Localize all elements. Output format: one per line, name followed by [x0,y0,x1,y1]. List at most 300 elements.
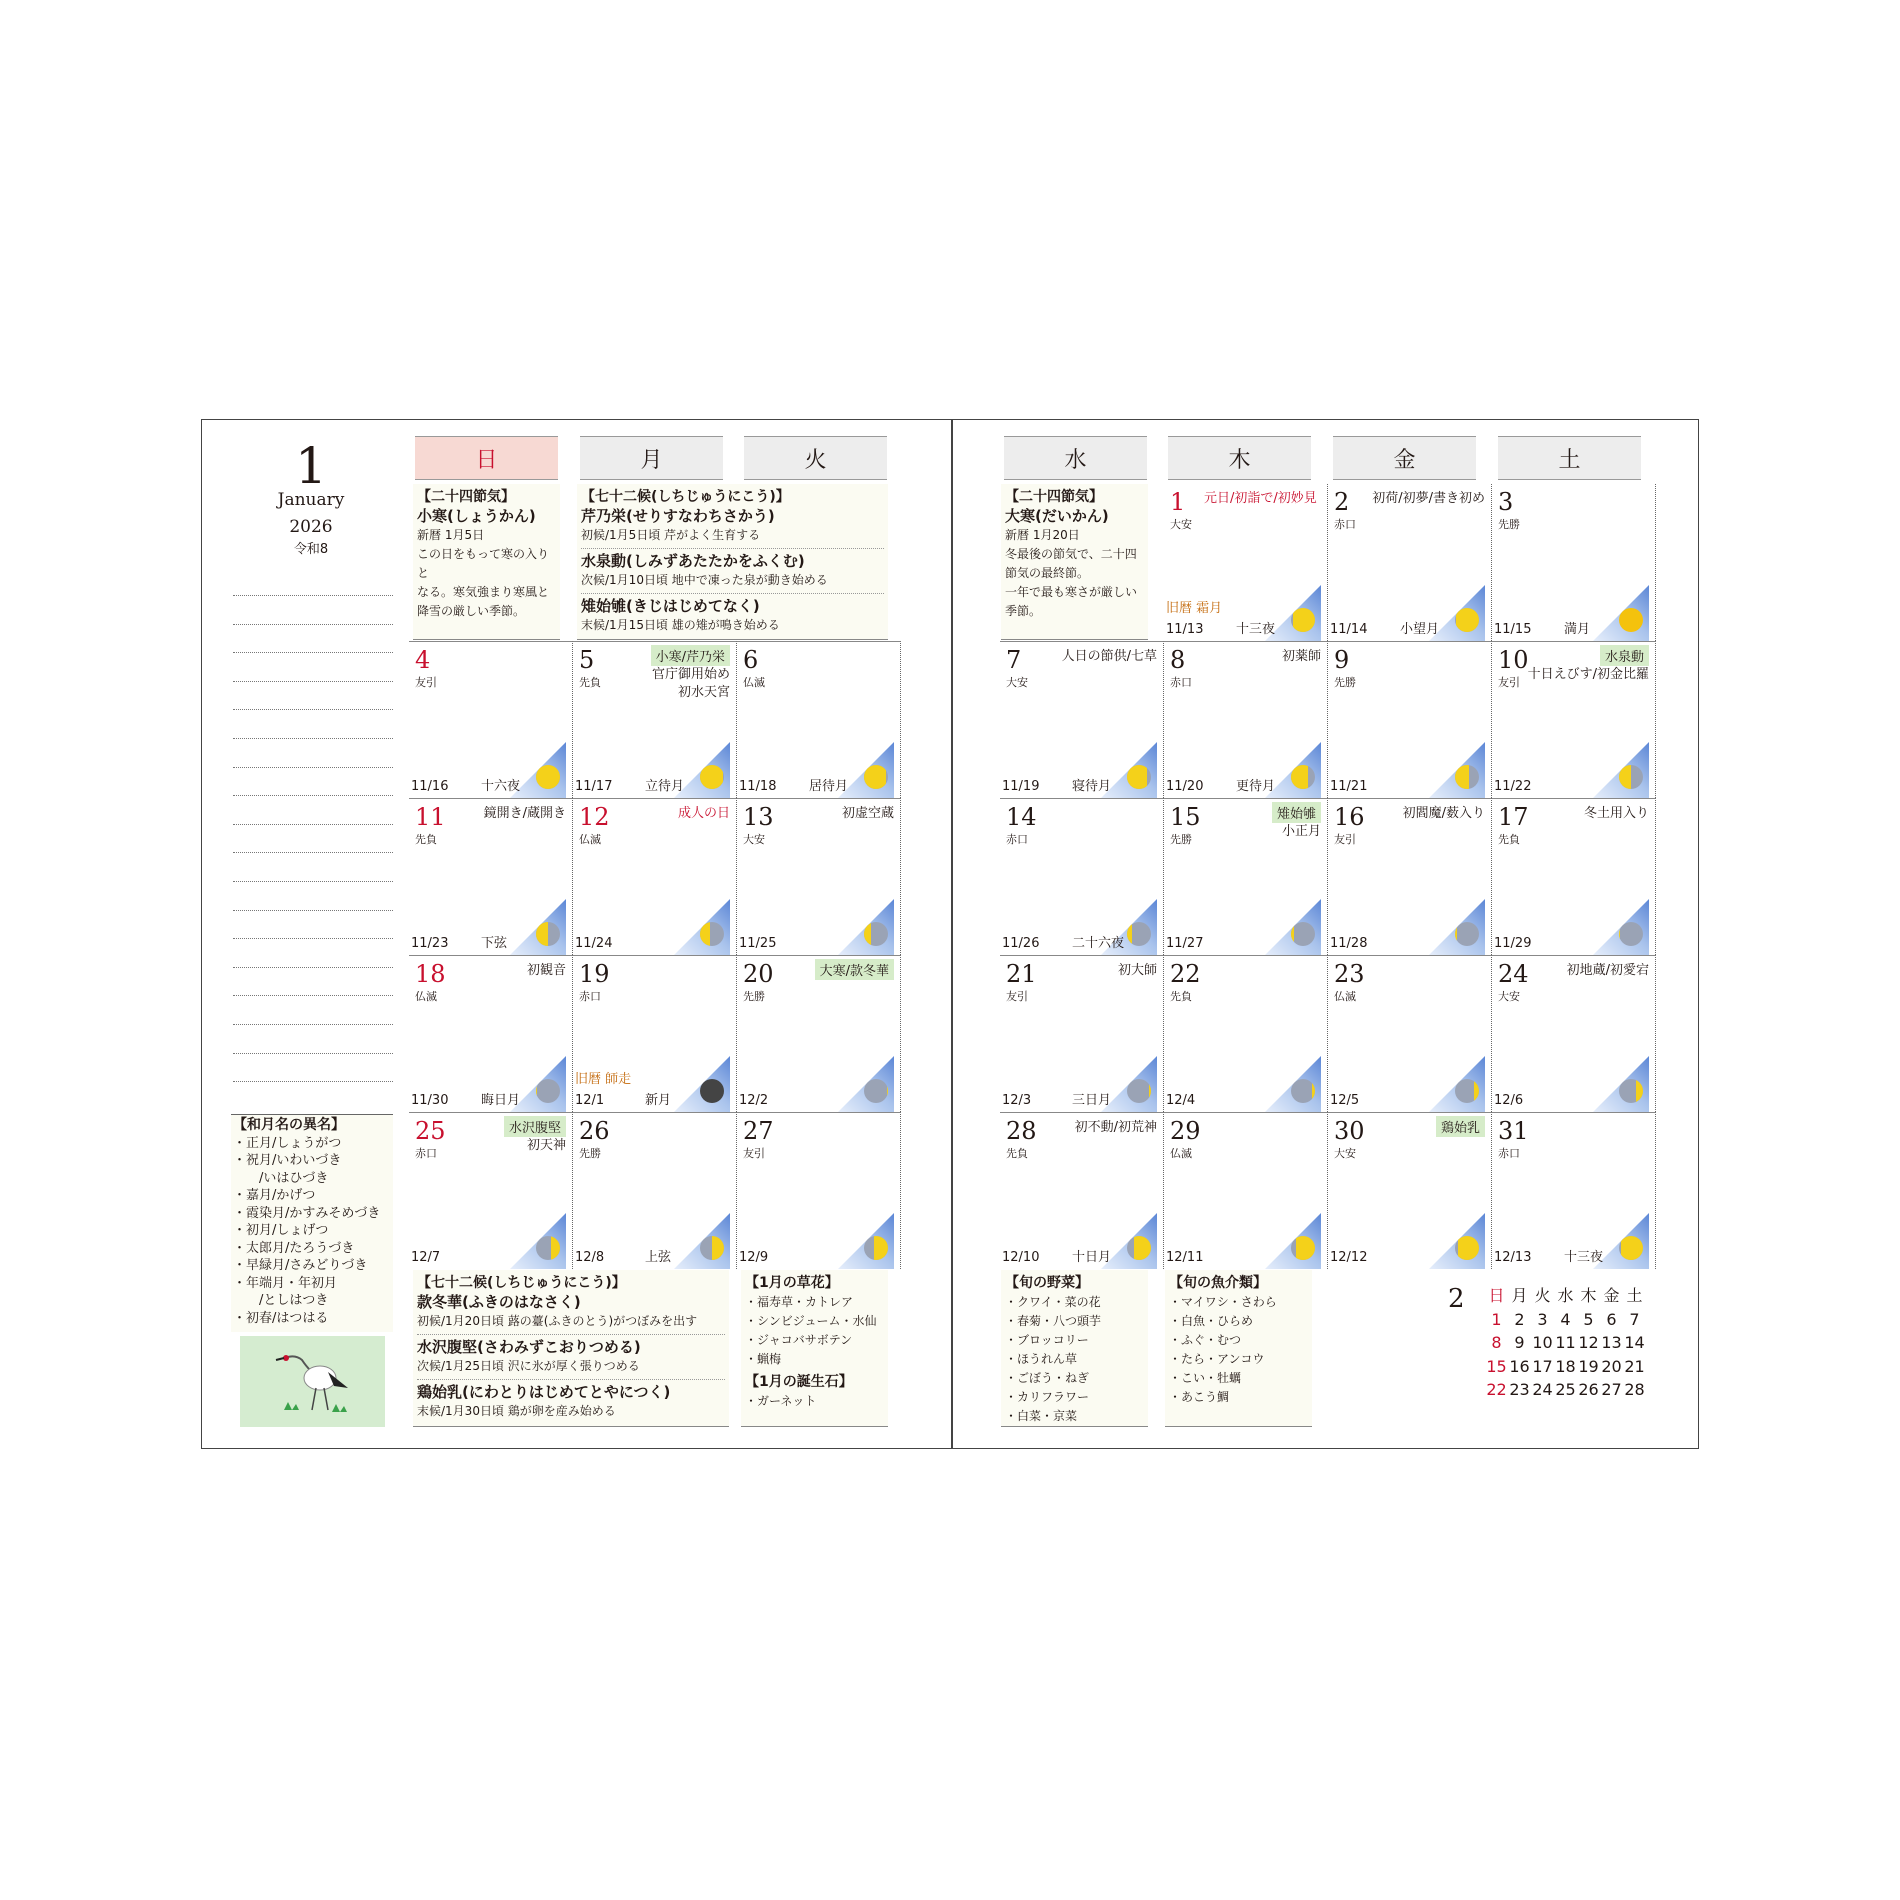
mini-day[interactable]: 20 [1601,1356,1622,1376]
moon-name: 更待月 [1236,779,1276,794]
moon-phase-icon [536,1236,560,1260]
lunar-date: 12/2 [739,1093,769,1108]
moon-lit-portion [1296,1236,1315,1260]
birthstone-item: ・ガーネット [745,1394,817,1408]
moon-name: 立待月 [645,779,685,794]
rokuyo: 大安 [1334,1147,1356,1160]
mini-day[interactable]: 8 [1491,1333,1502,1352]
moon-lit-portion [1312,1079,1315,1103]
day-cell-16[interactable] [1328,798,1492,955]
flowers-heading: 【1月の草花】 [745,1275,839,1291]
lunar-date: 11/15 [1494,622,1532,637]
day-cell-28[interactable] [1000,1112,1164,1269]
day-number: 5 [579,646,595,674]
lunar-date: 12/12 [1330,1250,1368,1265]
mini-day[interactable]: 6 [1606,1309,1617,1329]
moon-phase-icon [864,1236,888,1260]
moon-phase-icon [536,765,560,789]
mini-day[interactable]: 22 [1486,1380,1507,1399]
flower-item: ・シンビジューム・水仙 [745,1314,877,1328]
mini-day[interactable]: 12 [1578,1333,1599,1352]
weekday-header-4: 木 [1168,436,1311,480]
rokuyo: 先負 [1498,833,1520,846]
mini-day[interactable]: 15 [1486,1356,1507,1376]
kou-desc: 初候/1月5日頃 芹がよく生育する [581,528,761,542]
memo-line[interactable] [233,652,393,653]
lunar-date: 12/13 [1494,1250,1532,1265]
day-cell-7[interactable] [1000,641,1164,798]
moon-phase-icon [700,765,724,789]
day-number: 3 [1498,488,1514,516]
rokuyo: 友引 [415,676,437,689]
mini-day[interactable]: 21 [1624,1356,1645,1376]
moon-phase-icon [1127,765,1151,789]
moon-name: 小望月 [1400,622,1440,637]
vegetables-box [1001,1270,1148,1427]
memo-line[interactable] [233,824,393,825]
kou-badge: 水泉動 [1600,645,1649,666]
moon-phase-icon [1127,922,1151,946]
moon-lit-portion [1291,765,1308,789]
mini-day[interactable]: 14 [1624,1333,1645,1352]
rokuyo: 赤口 [579,990,601,1003]
lunar-date: 11/29 [1494,936,1532,951]
memo-line[interactable] [233,1024,393,1025]
day-cell-30[interactable] [1328,1112,1492,1269]
alt-name-item: /いはひづき [233,1170,329,1186]
mini-header-row [1485,1284,1646,1308]
day-cell-18[interactable] [409,955,573,1112]
rokuyo: 友引 [743,1147,765,1160]
alt-name-item: ・太郎月/たろうづき [233,1240,355,1256]
flower-item: ・ジャコバサボテン [745,1333,853,1347]
day-cell-19[interactable] [573,955,737,1112]
alt-name-item: ・正月/しょうがつ [233,1135,342,1151]
day-cell-17[interactable] [1492,798,1656,955]
day-event: 初閻魔/薮入り [1402,806,1485,821]
day-number: 12 [579,803,610,831]
rokuyo: 先負 [1170,990,1192,1003]
next-month-number: 2 [1448,1284,1465,1314]
rokuyo: 先勝 [1334,676,1356,689]
kou-title: 水泉動(しみずあたたかをふくむ) [581,552,805,570]
kou-desc: 次候/1月25日頃 沢に氷が厚く張りつめる [417,1359,640,1373]
lunar-date: 11/28 [1330,936,1368,951]
lunar-date: 11/20 [1166,779,1204,794]
kou-badge: 水沢腹堅 [504,1116,566,1137]
mini-day[interactable]: 1 [1491,1309,1502,1329]
moon-name: 二十六夜 [1072,936,1125,951]
day-number: 6 [743,646,759,674]
day-event: 小正月 [1281,824,1321,839]
day-cell-31[interactable] [1492,1112,1656,1269]
day-number: 31 [1498,1117,1529,1145]
memo-line[interactable] [233,938,393,939]
separator [417,1379,725,1380]
memo-line[interactable] [233,1081,393,1082]
moon-lit-portion [887,1079,888,1103]
moon-phase-icon [700,1236,724,1260]
moon-lit-portion [1127,922,1132,946]
mini-day[interactable]: 27 [1601,1380,1622,1399]
daikan-box [1001,484,1148,640]
day-number: 30 [1334,1117,1365,1145]
alt-name-item: ・早緑月/さみどりづき [233,1258,368,1273]
seafood-item: ・あこう鯛 [1169,1390,1230,1404]
crane-icon [240,1336,385,1427]
next-month-calendar [1485,1284,1646,1402]
moon-lit-portion [1456,608,1479,632]
day-number: 28 [1006,1117,1037,1145]
rokuyo: 赤口 [1334,518,1356,531]
mini-day[interactable]: 2 [1514,1309,1525,1329]
memo-line[interactable] [233,709,393,710]
mini-day[interactable]: 26 [1578,1380,1599,1399]
sekki-line: なる。寒気強まり寒風と [417,585,550,599]
day-cell-1[interactable] [1164,484,1328,641]
moon-phase-icon [536,1079,560,1103]
day-cell-12[interactable] [573,798,737,955]
moon-lit-portion [536,922,548,946]
month-alt-names [231,1114,393,1332]
day-cell-9[interactable] [1328,641,1492,798]
vegetable-item: ・ブロッコリー [1005,1333,1089,1347]
kou-title: 芹乃栄(せりすなわちさかう) [581,507,775,525]
moon-name: 下弦 [481,936,508,951]
mini-weekday: 月 [1511,1286,1528,1305]
rokuyo: 大安 [1170,518,1192,531]
weekday-header-6: 土 [1498,436,1641,480]
moon-lit-portion [1619,765,1631,789]
crane-illustration [240,1336,385,1427]
vegetables-heading: 【旬の野菜】 [1005,1275,1089,1291]
day-number: 25 [415,1117,446,1145]
alt-name-item: /としはつき [233,1293,329,1308]
day-number: 17 [1498,803,1529,831]
mini-weekday: 火 [1534,1286,1551,1305]
lunar-date: 11/21 [1330,779,1368,794]
day-event: 初虚空蔵 [841,806,894,821]
day-number: 2 [1334,488,1350,516]
moon-phase-icon [1455,765,1479,789]
memo-line[interactable] [233,767,393,768]
moon-phase-icon [1127,1236,1151,1260]
lunar-date: 12/11 [1166,1250,1204,1265]
day-cell-22[interactable] [1164,955,1328,1112]
rokuyo: 仏滅 [1170,1147,1192,1160]
memo-line[interactable] [233,1053,393,1054]
lunar-date: 12/1 [575,1093,605,1108]
day-number: 1 [1170,488,1186,516]
moon-lit-portion [1291,922,1294,946]
day-number: 7 [1006,646,1022,674]
moon-name: 三日月 [1072,1093,1112,1108]
lunar-date: 11/16 [411,779,449,794]
day-cell-15[interactable] [1164,798,1328,955]
moon-phase-icon [700,922,724,946]
mini-day[interactable]: 23 [1509,1380,1530,1399]
mini-day[interactable]: 7 [1629,1309,1640,1329]
moon-name: 十六夜 [481,779,521,794]
day-cell-29[interactable] [1164,1112,1328,1269]
bottom-kou-heading: 【七十二候(しちじゅうにこう)】 [417,1275,626,1291]
day-cell-21[interactable] [1000,955,1164,1112]
rokuyo: 友引 [1498,676,1520,689]
mini-day[interactable]: 19 [1578,1356,1599,1376]
day-number: 24 [1498,960,1529,988]
memo-line[interactable] [233,795,393,796]
sekki-line: 降雪の厳しい季節。 [417,604,526,618]
rokuyo: 赤口 [1170,676,1192,689]
mini-weekday: 木 [1580,1286,1597,1305]
kyureki-month: 旧暦 霜月 [1166,601,1223,616]
moon-lit-portion [1455,765,1469,789]
day-event: 初不動/初荒神 [1074,1120,1157,1135]
rokuyo: 先勝 [743,990,765,1003]
bottom-kou-box [413,1270,729,1427]
rokuyo: 大安 [1006,676,1028,689]
rokuyo: 先勝 [1170,833,1192,846]
seafood-item: ・こい・牡蠣 [1169,1371,1242,1385]
memo-line[interactable] [233,738,393,739]
moon-lit-portion [1636,1079,1643,1103]
lunar-date: 11/23 [411,936,449,951]
mini-week-row [1485,1331,1646,1355]
lunar-date: 11/26 [1002,936,1040,951]
day-cell-26[interactable] [573,1112,737,1269]
day-event: 元日/初詣で/初妙見 [1204,491,1317,506]
day-cell-2[interactable] [1328,484,1492,641]
seafood-box [1165,1270,1312,1427]
day-number: 9 [1334,646,1350,674]
day-event: 成人の日 [677,806,730,821]
memo-line[interactable] [233,595,393,596]
day-number: 4 [415,646,431,674]
mini-week-row [1485,1378,1646,1402]
mini-day[interactable]: 24 [1532,1380,1553,1399]
vegetable-item: ・ごぼう・ねぎ [1005,1371,1090,1385]
memo-line[interactable] [233,681,393,682]
lunar-date: 12/4 [1166,1093,1196,1108]
day-cell-27[interactable] [737,1112,901,1269]
sekki-box [413,484,560,640]
mini-day[interactable]: 3 [1537,1309,1548,1329]
memo-line[interactable] [233,910,393,911]
day-event: 初観音 [526,963,566,978]
day-number: 16 [1334,803,1365,831]
moon-lit-portion [1149,1079,1151,1103]
day-cell-10[interactable] [1492,641,1656,798]
seafood-heading: 【旬の魚介類】 [1169,1275,1267,1291]
day-number: 19 [579,960,610,988]
lunar-date: 11/18 [739,779,777,794]
rokuyo: 赤口 [415,1147,437,1160]
moon-phase-icon [1127,1079,1151,1103]
moon-phase-icon [1619,1079,1643,1103]
moon-phase-icon [1455,922,1479,946]
moon-phase-icon [700,1079,724,1103]
mini-day[interactable]: 10 [1532,1333,1553,1352]
moon-phase-icon [536,922,560,946]
flower-item: ・蝋梅 [745,1352,782,1366]
moon-phase-icon [1291,608,1315,632]
kou-desc: 初候/1月20日頃 蕗の薹(ふきのとう)がつぼみを出す [417,1314,698,1328]
day-cell-8[interactable] [1164,641,1328,798]
kou-desc: 末候/1月30日頃 鶏が卵を産み始める [417,1404,616,1418]
mini-day[interactable]: 4 [1560,1309,1571,1329]
memo-line[interactable] [233,881,393,882]
kou-badge: 雉始雊 [1272,802,1321,823]
moon-name: 十三夜 [1564,1250,1604,1265]
lunar-date: 11/17 [575,779,613,794]
daikan-heading: 【二十四節気】 [1005,489,1103,505]
lunar-date: 12/6 [1494,1093,1524,1108]
vegetable-item: ・春菊・八つ頭芋 [1005,1314,1102,1328]
mini-weekday: 水 [1557,1286,1574,1305]
daikan-line: 節気の最終節。 [1005,566,1090,580]
mini-day[interactable]: 16 [1509,1356,1530,1376]
rokuyo: 先負 [579,676,601,689]
day-cell-24[interactable] [1492,955,1656,1112]
moon-name: 上弦 [645,1250,672,1265]
day-number: 22 [1170,960,1201,988]
year: 2026 [289,517,333,537]
day-number: 21 [1006,960,1037,988]
memo-line[interactable] [233,852,393,853]
mini-day[interactable]: 11 [1555,1333,1576,1352]
day-number: 27 [743,1117,774,1145]
mini-day[interactable]: 28 [1624,1380,1645,1399]
sekki-line: この日をもって寒の入りと [417,547,550,580]
kou-badge: 大寒/款冬華 [815,959,894,980]
day-cell-5[interactable] [573,641,737,798]
moon-lit-portion [551,1236,560,1260]
day-cell-23[interactable] [1328,955,1492,1112]
day-number: 15 [1170,803,1201,831]
kyureki-month: 旧暦 師走 [575,1072,632,1087]
lunar-date: 11/19 [1002,779,1040,794]
day-number: 11 [415,803,446,831]
moon-phase-icon [864,765,888,789]
rokuyo: 仏滅 [743,676,765,689]
moon-lit-portion [874,1236,888,1260]
day-event: 初天神 [526,1138,566,1153]
moon-lit-portion [712,1236,724,1260]
weekday-header-2: 火 [744,436,887,480]
vegetable-item: ・カリフラワー [1005,1390,1090,1404]
mini-day[interactable]: 18 [1555,1356,1576,1376]
memo-line[interactable] [233,624,393,625]
rokuyo: 仏滅 [579,833,601,846]
moon-phase-icon [1619,922,1643,946]
day-event: 十日えびす/初金比羅 [1527,667,1649,682]
day-number: 13 [743,803,774,831]
moon-lit-portion [864,765,886,789]
day-cell-13[interactable] [737,798,901,955]
day-event: 官庁御用始め 初水天宮 [651,667,730,700]
kou-title: 款冬華(ふきのはなさく) [417,1293,581,1311]
rokuyo: 大安 [1498,990,1520,1003]
separator [417,1334,725,1335]
kou-heading: 【七十二候(しちじゅうにこう)】 [581,489,790,505]
moon-phase-icon [1619,765,1643,789]
rokuyo: 先負 [1006,1147,1028,1160]
kou-desc: 次候/1月10日頃 地中で凍った泉が動き始める [581,573,828,587]
moon-name: 居待月 [809,779,849,794]
day-cell-20[interactable] [737,955,901,1112]
moon-name: 十日月 [1072,1250,1112,1265]
mini-day[interactable]: 25 [1555,1380,1576,1399]
lunar-date: 12/9 [739,1250,769,1265]
alt-name-item: ・霞染月/かすみそめづき [233,1205,381,1221]
moon-phase-icon [1455,1236,1479,1260]
seafood-item: ・白魚・ひらめ [1169,1314,1254,1328]
moon-name: 満月 [1564,622,1591,637]
moon-name: 寝待月 [1072,779,1112,794]
lunar-date: 11/25 [739,936,777,951]
mini-day[interactable]: 13 [1601,1333,1622,1352]
spine [951,419,953,1449]
moon-lit-portion [1134,1236,1151,1260]
day-cell-6[interactable] [737,641,901,798]
day-event: 鏡開き/蔵開き [483,806,566,821]
birthstone-heading: 【1月の誕生石】 [745,1374,853,1390]
memo-line[interactable] [233,995,393,996]
weekday-header-3: 水 [1004,436,1147,480]
moon-phase-icon [1291,922,1315,946]
rokuyo: 赤口 [1006,833,1028,846]
lunar-date: 11/14 [1330,622,1368,637]
memo-line[interactable] [233,967,393,968]
moon-lit-portion [1458,1236,1479,1260]
rokuyo: 先勝 [579,1147,601,1160]
day-cell-3[interactable] [1492,484,1656,641]
sekki-date: 新暦 1月5日 [417,528,485,542]
moon-phase-icon [1291,765,1315,789]
day-cell-25[interactable] [409,1112,573,1269]
moon-lit-portion [864,922,871,946]
rokuyo: 友引 [1334,833,1356,846]
daikan-title: 大寒(だいかん) [1005,507,1109,525]
moon-lit-portion [1127,765,1147,789]
moon-phase-icon [1291,1079,1315,1103]
moon-phase-icon [864,1079,888,1103]
mini-day[interactable]: 5 [1583,1309,1594,1329]
seafood-item: ・たら・アンコウ [1169,1352,1265,1366]
day-cell-14[interactable] [1000,798,1164,955]
day-event: 初地蔵/初愛宕 [1566,963,1649,978]
moon-phase-icon [1291,1236,1315,1260]
day-number: 10 [1498,646,1529,674]
kou-title: 鶏始乳(にわとりはじめてとやにつく) [417,1383,671,1401]
moon-lit-portion [1474,1079,1479,1103]
mini-day[interactable]: 9 [1514,1333,1525,1352]
rokuyo: 大安 [743,833,765,846]
rokuyo: 先負 [415,833,437,846]
kou-badge: 小寒/芹乃栄 [651,645,730,666]
alt-name-item: ・初月/しょげつ [233,1223,329,1238]
day-event: 初薬師 [1281,649,1321,664]
moon-name: 新月 [645,1093,672,1108]
day-number: 8 [1170,646,1186,674]
mini-weekday: 土 [1626,1286,1643,1305]
mini-day[interactable]: 17 [1532,1356,1553,1376]
lunar-date: 12/10 [1002,1250,1040,1265]
lunar-date: 11/24 [575,936,613,951]
month-name: January [277,490,345,510]
day-cell-4[interactable] [409,641,573,798]
day-cell-11[interactable] [409,798,573,955]
